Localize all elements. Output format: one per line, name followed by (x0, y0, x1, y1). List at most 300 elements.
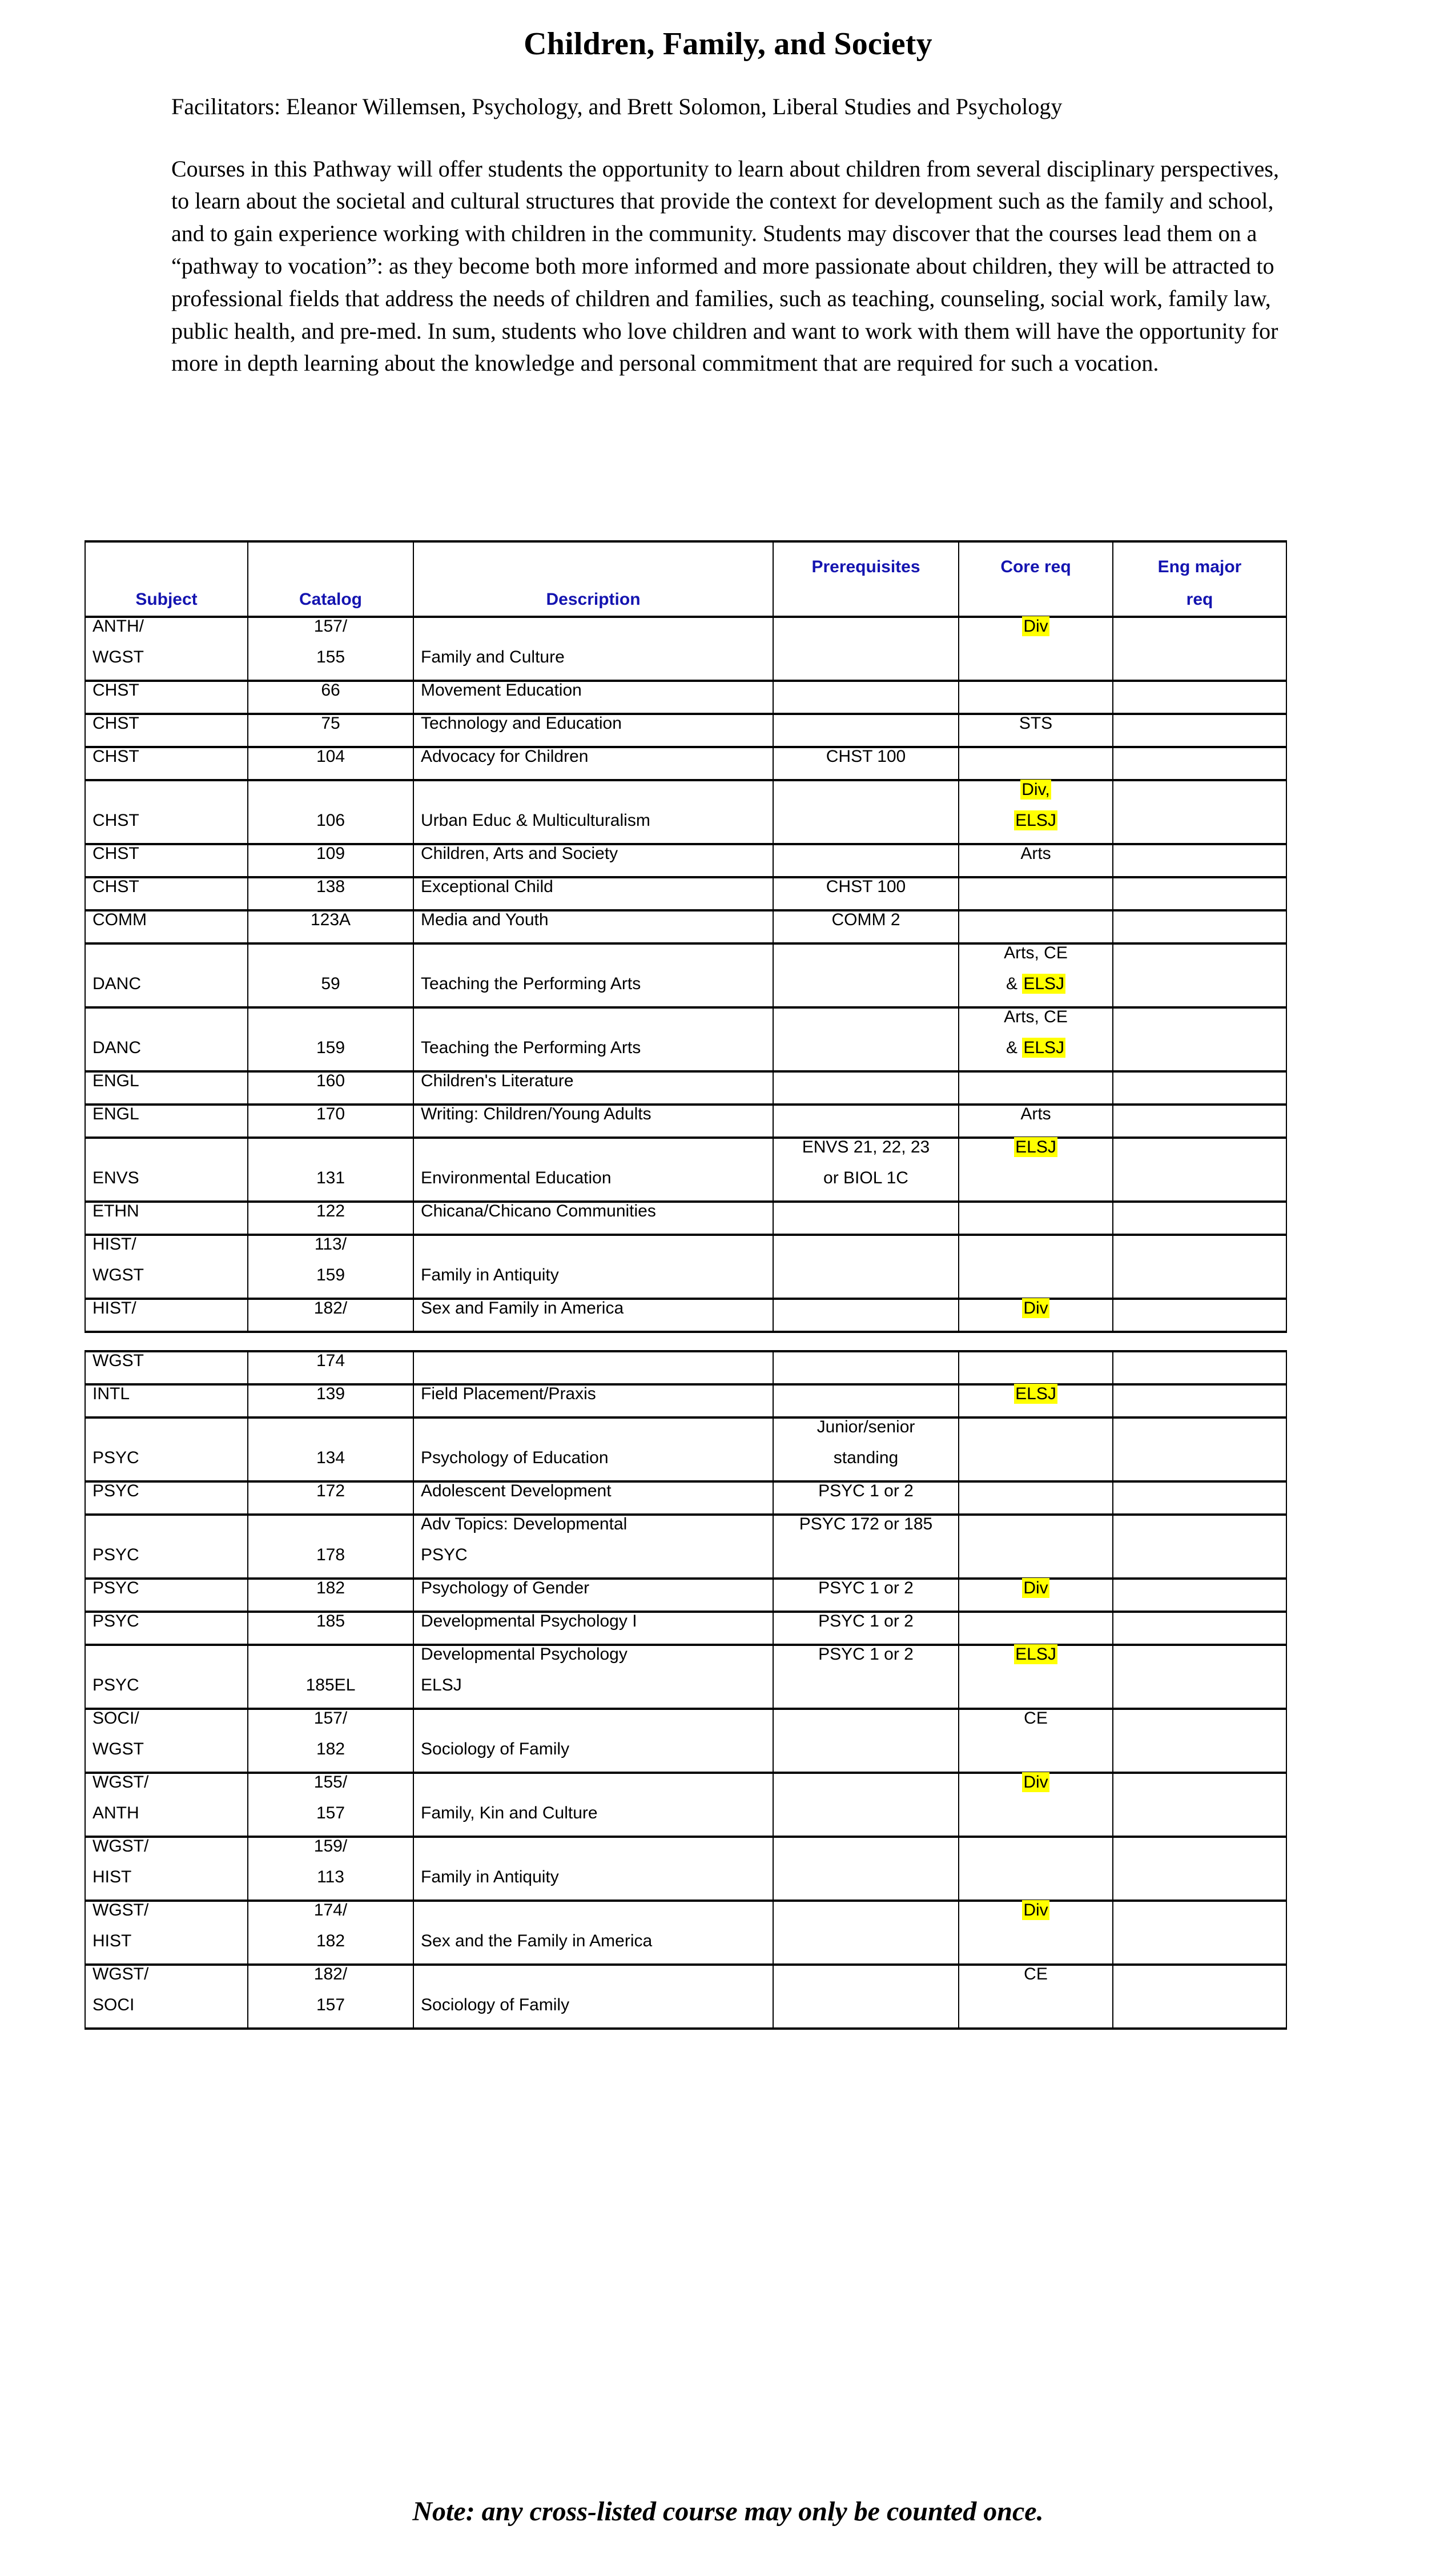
cell-catalog (248, 1105, 413, 1138)
cell-eng (1113, 1071, 1286, 1105)
cell-line (966, 1902, 1105, 1933)
table-header-row (85, 541, 1286, 617)
cell-line: Arts (1020, 844, 1051, 863)
cell-subject (85, 1837, 248, 1901)
table-row (85, 910, 1286, 943)
cell-line: Junior/senior (817, 1417, 915, 1436)
cell-prereq (773, 1837, 959, 1901)
cell-desc (413, 1773, 773, 1837)
table-head (85, 541, 1286, 617)
table-row (85, 681, 1286, 714)
highlighted-text: ELSJ (1023, 974, 1065, 993)
column-header-catalog (248, 541, 413, 617)
cell-eng (1113, 1612, 1286, 1645)
cell-line: Media and Youth (421, 910, 549, 929)
cell-line: 172 (316, 1481, 345, 1500)
cell-eng (1113, 910, 1286, 943)
cell-subject (85, 1417, 248, 1481)
cell-line: WGST/ (92, 1965, 149, 1983)
cell-prereq (773, 747, 959, 780)
cell-prereq (773, 1138, 959, 1202)
cell-line: DANC (92, 1038, 142, 1057)
cell-line (966, 781, 1105, 812)
cell-prereq (773, 1202, 959, 1235)
cell-line: 109 (316, 844, 345, 863)
cell-core (959, 1515, 1113, 1579)
cell-line: ENGL (92, 1105, 139, 1123)
column-header-catalog-top (255, 551, 406, 584)
cell-line: 134 (316, 1448, 345, 1467)
cell-eng (1113, 877, 1286, 910)
cell-line: PSYC 1 or 2 (818, 1481, 914, 1500)
cell-line: CHST (92, 877, 139, 896)
cell-line: 104 (316, 747, 345, 766)
cell-line: 182/ (313, 1299, 348, 1318)
cell-line: PSYC (92, 1481, 139, 1500)
cell-desc (413, 844, 773, 877)
cell-subject (85, 1071, 248, 1105)
cell-line: 160 (316, 1071, 345, 1090)
cell-catalog (248, 1481, 413, 1515)
cell-line (966, 1774, 1105, 1805)
cell-subject (85, 780, 248, 844)
cell-line: or BIOL 1C (823, 1168, 908, 1187)
column-header-description-top (421, 551, 766, 584)
column-header-prerequisites-bottom (781, 584, 951, 616)
cell-line: 170 (316, 1105, 345, 1123)
cell-prereq (773, 1901, 959, 1965)
cell-line: Adv Topics: Developmental (421, 1515, 628, 1533)
cell-line: ENGL (92, 1071, 139, 1090)
cell-prereq (773, 1579, 959, 1612)
cell-core (959, 747, 1113, 780)
cell-catalog (248, 1901, 413, 1965)
cell-catalog (248, 1579, 413, 1612)
cell-catalog (248, 1645, 413, 1709)
cell-prereq (773, 1235, 959, 1299)
cell-line: WGST/ (92, 1901, 149, 1919)
cell-desc (413, 1105, 773, 1138)
cell-line (966, 1646, 1105, 1677)
cell-subject (85, 1105, 248, 1138)
cell-catalog (248, 1071, 413, 1105)
table-body (85, 617, 1286, 2029)
cell-subject (85, 1202, 248, 1235)
table-row (85, 780, 1286, 844)
cell-line: 113/ (314, 1235, 347, 1254)
cell-line: PSYC (92, 1545, 139, 1564)
cell-prereq (773, 943, 959, 1007)
cell-subject (85, 943, 248, 1007)
cell-catalog (248, 1351, 413, 1384)
highlighted-text: Div (1023, 617, 1048, 636)
cell-prereq (773, 1612, 959, 1645)
cell-core (959, 681, 1113, 714)
cell-line: Adolescent Development (421, 1481, 612, 1500)
cell-line (966, 812, 1105, 843)
cell-line: 157 (316, 1804, 345, 1822)
table-row (85, 1235, 1286, 1299)
cell-line: Urban Educ & Multiculturalism (421, 811, 650, 830)
cell-catalog (248, 617, 413, 681)
cell-core (959, 617, 1113, 681)
cell-subject (85, 1965, 248, 2029)
cell-line: standing (833, 1448, 899, 1467)
cell-core (959, 780, 1113, 844)
cell-line: CHST 100 (826, 747, 906, 766)
cell-line: PSYC (92, 1448, 139, 1467)
cell-prereq (773, 1709, 959, 1773)
highlighted-text: Div (1023, 1579, 1048, 1597)
cell-subject (85, 1299, 248, 1332)
cell-line: Writing: Children/Young Adults (421, 1105, 651, 1123)
cell-core (959, 1612, 1113, 1645)
cell-core (959, 1773, 1113, 1837)
cell-line: 182 (316, 1931, 345, 1950)
cell-line (966, 1580, 1105, 1611)
cell-desc (413, 1515, 773, 1579)
cell-core (959, 1105, 1113, 1138)
cell-prereq (773, 1071, 959, 1105)
cell-subject (85, 1901, 248, 1965)
cell-line: ANTH (92, 1804, 139, 1822)
cell-subject (85, 1235, 248, 1299)
cell-subject (85, 1007, 248, 1071)
cell-line: 66 (321, 681, 340, 700)
cell-prereq (773, 1105, 959, 1138)
cell-desc (413, 1709, 773, 1773)
cell-line: PSYC (92, 1676, 139, 1694)
course-table-container (85, 540, 1286, 2030)
cell-core (959, 1007, 1113, 1071)
cell-line (966, 1386, 1105, 1416)
cell-core (959, 1138, 1113, 1202)
cell-line: Exceptional Child (421, 877, 553, 896)
cell-core (959, 1071, 1113, 1105)
cell-eng (1113, 1515, 1286, 1579)
intro-paragraph: Courses in this Pathway will offer students the opportunity to learn about children from several disciplinary perspectives, to learn about the societal and cultural structures that provide the context for development such as the family and school, and to gain experience working with children in the community. Students may discover that the courses lead them on a “pathway to vocation”: as they become both more informed and more passionate about children, they will be attracted to professional fields that address the needs of children and families, such as teaching, counseling, social work, family law, public health, and pre-med. In sum, students who love children and want to work with them will have the opportunity for more in depth learning about the knowledge and personal commitment that are required for such a vocation. (171, 155, 1279, 376)
cell-line: ETHN (92, 1202, 139, 1220)
highlighted-text: ELSJ (1015, 1384, 1056, 1403)
cell-line: CE (1024, 1965, 1048, 1983)
cell-desc (413, 714, 773, 747)
cell-desc (413, 910, 773, 943)
cell-desc (413, 1235, 773, 1299)
cell-line: HIST/ (92, 1299, 136, 1318)
cell-line: Family in Antiquity (421, 1266, 559, 1284)
cell-line: CHST (92, 811, 139, 830)
cell-prereq (773, 780, 959, 844)
facilitators-line: Facilitators: Eleanor Willemsen, Psychology, and Brett Solomon, Liberal Studies and Psychology (171, 93, 1063, 119)
cell-core (959, 1202, 1113, 1235)
cell-catalog (248, 943, 413, 1007)
cell-subject (85, 1579, 248, 1612)
cell-core (959, 1384, 1113, 1417)
cell-line: ENVS 21, 22, 23 (802, 1138, 930, 1156)
cell-eng (1113, 1645, 1286, 1709)
cell-desc (413, 1299, 773, 1332)
cell-line: WGST (92, 1351, 144, 1370)
cell-subject (85, 1138, 248, 1202)
table-row (85, 1384, 1286, 1417)
table-row (85, 1138, 1286, 1202)
cell-catalog (248, 844, 413, 877)
column-header-eng-major-req-bottom: req (1186, 590, 1213, 609)
cell-line: 106 (316, 811, 345, 830)
cell-prereq (773, 1515, 959, 1579)
cell-catalog (248, 1007, 413, 1071)
cell-subject (85, 1612, 248, 1645)
cell-catalog (248, 1202, 413, 1235)
cell-catalog (248, 1773, 413, 1837)
cell-line: 59 (321, 974, 340, 993)
cell-subject (85, 877, 248, 910)
cell-catalog (248, 681, 413, 714)
cell-desc (413, 1901, 773, 1965)
cell-line: 157/ (313, 1709, 348, 1728)
highlighted-text: Div, (1021, 780, 1050, 799)
cell-prereq (773, 617, 959, 681)
cell-catalog (248, 1965, 413, 2029)
cell-line: 131 (316, 1168, 345, 1187)
cell-line: Family and Culture (421, 648, 565, 666)
table-row (85, 1299, 1286, 1332)
cell-subject (85, 1515, 248, 1579)
cell-prereq (773, 877, 959, 910)
cell-catalog (248, 747, 413, 780)
cell-line: 159/ (313, 1837, 348, 1856)
cell-desc (413, 877, 773, 910)
column-header-subject (85, 541, 248, 617)
cell-catalog (248, 1837, 413, 1901)
table-row (85, 1515, 1286, 1579)
table-row (85, 1612, 1286, 1645)
cell-line: ENVS (92, 1168, 139, 1187)
table-row (85, 1773, 1286, 1837)
cell-eng (1113, 1417, 1286, 1481)
cell-core (959, 1235, 1113, 1299)
cell-core (959, 1579, 1113, 1612)
cell-core (959, 1481, 1113, 1515)
highlighted-text: ELSJ (1015, 1138, 1056, 1156)
highlighted-text: Div (1023, 1773, 1048, 1792)
column-header-subject-bottom: Subject (135, 590, 198, 609)
cell-line: HIST (92, 1868, 132, 1886)
cell-core (959, 910, 1113, 943)
column-header-eng-major-req-top: Eng major (1157, 557, 1242, 576)
cell-desc (413, 1612, 773, 1645)
cell-line: Arts (1020, 1105, 1051, 1123)
cell-line: Arts, CE (1004, 943, 1068, 962)
cell-desc (413, 1837, 773, 1901)
cell-line: 185EL (305, 1676, 356, 1694)
cell-catalog (248, 1709, 413, 1773)
cell-eng (1113, 1235, 1286, 1299)
cell-line: Developmental Psychology I (421, 1612, 637, 1631)
cell-line: WGST (92, 1740, 144, 1758)
table-row (85, 617, 1286, 681)
cell-line: WGST/ (92, 1837, 149, 1856)
cell-desc (413, 780, 773, 844)
cell-line: 155/ (313, 1773, 348, 1792)
cell-line: Environmental Education (421, 1168, 612, 1187)
cell-eng (1113, 617, 1286, 681)
cell-subject (85, 1351, 248, 1384)
highlighted-text: Div (1023, 1901, 1048, 1919)
highlighted-text: ELSJ (1015, 1645, 1056, 1664)
highlighted-text: ELSJ (1023, 1038, 1065, 1057)
cell-catalog (248, 910, 413, 943)
cell-line: Teaching the Performing Arts (421, 1038, 641, 1057)
cell-subject (85, 1645, 248, 1709)
table-row (85, 1202, 1286, 1235)
cell-line (966, 1300, 1105, 1331)
cell-line: HIST (92, 1931, 132, 1950)
cell-line: 75 (321, 714, 340, 733)
column-header-prerequisites-top: Prerequisites (811, 557, 920, 576)
cell-line: Psychology of Gender (421, 1579, 590, 1597)
cell-catalog (248, 877, 413, 910)
cell-eng (1113, 1007, 1286, 1071)
cell-prereq (773, 1351, 959, 1384)
table-row (85, 714, 1286, 747)
cell-core (959, 714, 1113, 747)
cell-desc (413, 617, 773, 681)
cell-eng (1113, 943, 1286, 1007)
table-row (85, 1709, 1286, 1773)
cell-core (959, 1417, 1113, 1481)
cell-line: Children, Arts and Society (421, 844, 618, 863)
cell-line: 182 (316, 1579, 345, 1597)
cell-line: 174/ (313, 1901, 348, 1919)
cell-core (959, 877, 1113, 910)
table-row (85, 877, 1286, 910)
table-row (85, 1579, 1286, 1612)
cell-line: ELSJ (421, 1676, 462, 1694)
cell-subject (85, 1773, 248, 1837)
table-row (85, 1645, 1286, 1709)
cell-desc (413, 1965, 773, 2029)
cell-line (966, 618, 1105, 649)
cell-line: Family in Antiquity (421, 1868, 559, 1886)
cell-line: 139 (316, 1384, 345, 1403)
cell-desc (413, 1138, 773, 1202)
cell-line: & ELSJ (1005, 1038, 1065, 1057)
cell-subject (85, 681, 248, 714)
cell-desc (413, 1202, 773, 1235)
cell-line: STS (1019, 714, 1053, 733)
cell-core (959, 943, 1113, 1007)
column-header-core-req (959, 541, 1113, 617)
cell-core (959, 844, 1113, 877)
cell-line: PSYC 1 or 2 (818, 1579, 914, 1597)
cell-line: Technology and Education (421, 714, 622, 733)
table-row (85, 1105, 1286, 1138)
column-header-subject-top (92, 551, 240, 584)
page-title: Children, Family, and Society (524, 26, 932, 62)
cell-eng (1113, 1299, 1286, 1332)
cell-desc (413, 1417, 773, 1481)
cell-subject (85, 714, 248, 747)
cell-prereq (773, 1481, 959, 1515)
cell-line: COMM 2 (831, 910, 900, 929)
cell-catalog (248, 1299, 413, 1332)
cell-line: COMM (92, 910, 147, 929)
cell-line: SOCI/ (92, 1709, 139, 1728)
column-header-core-req-top: Core req (1000, 557, 1071, 576)
cell-line: CHST (92, 747, 139, 766)
footer-note: Note: any cross-listed course may only be counted once. (412, 2496, 1044, 2527)
cell-core (959, 1299, 1113, 1332)
cell-line: Developmental Psychology (421, 1645, 628, 1664)
cell-eng (1113, 844, 1286, 877)
cell-core (959, 1351, 1113, 1384)
cell-eng (1113, 714, 1286, 747)
cell-line: Children's Literature (421, 1071, 574, 1090)
cell-line: Family, Kin and Culture (421, 1804, 598, 1822)
table-row (85, 1901, 1286, 1965)
cell-eng (1113, 1138, 1286, 1202)
cell-desc (413, 747, 773, 780)
document-page (0, 27, 1456, 2558)
course-table (85, 540, 1287, 2030)
cell-prereq (773, 1384, 959, 1417)
cell-catalog (248, 780, 413, 844)
cell-line: Advocacy for Children (421, 747, 589, 766)
cell-line: SOCI (92, 1995, 135, 2014)
cell-prereq (773, 1299, 959, 1332)
column-header-core-req-bottom (966, 584, 1105, 616)
cell-line: Arts, CE (1004, 1007, 1068, 1026)
cell-eng (1113, 747, 1286, 780)
cell-eng (1113, 681, 1286, 714)
cell-prereq (773, 844, 959, 877)
cell-line: Sociology of Family (421, 1995, 570, 2014)
cell-eng (1113, 1579, 1286, 1612)
cell-prereq (773, 910, 959, 943)
cell-subject (85, 1384, 248, 1417)
cell-line: CHST (92, 714, 139, 733)
cell-eng (1113, 1773, 1286, 1837)
cell-line: 182 (316, 1740, 345, 1758)
cell-core (959, 1645, 1113, 1709)
cell-line: ANTH/ (92, 617, 144, 636)
cell-desc (413, 1579, 773, 1612)
cell-line: Chicana/Chicano Communities (421, 1202, 656, 1220)
cell-line: 157 (316, 1995, 345, 2014)
cell-catalog (248, 714, 413, 747)
column-header-eng-major-req (1113, 541, 1286, 617)
cell-desc (413, 1384, 773, 1417)
cell-line: PSYC 1 or 2 (818, 1645, 914, 1664)
cell-line: 178 (316, 1545, 345, 1564)
cell-line: 138 (316, 877, 345, 896)
cell-line: 157/ (313, 617, 348, 636)
cell-core (959, 1965, 1113, 2029)
cell-line: Movement Education (421, 681, 582, 700)
cell-eng (1113, 1105, 1286, 1138)
cell-line: Sex and the Family in America (421, 1931, 653, 1950)
cell-eng (1113, 1709, 1286, 1773)
cell-line: PSYC 172 or 185 (799, 1515, 933, 1533)
cell-catalog (248, 1612, 413, 1645)
cell-eng (1113, 1384, 1286, 1417)
cell-prereq (773, 1965, 959, 2029)
column-header-description-bottom: Description (546, 590, 641, 609)
cell-line: HIST/ (92, 1235, 136, 1254)
column-header-prerequisites (773, 541, 959, 617)
cell-line: 182/ (313, 1965, 348, 1983)
